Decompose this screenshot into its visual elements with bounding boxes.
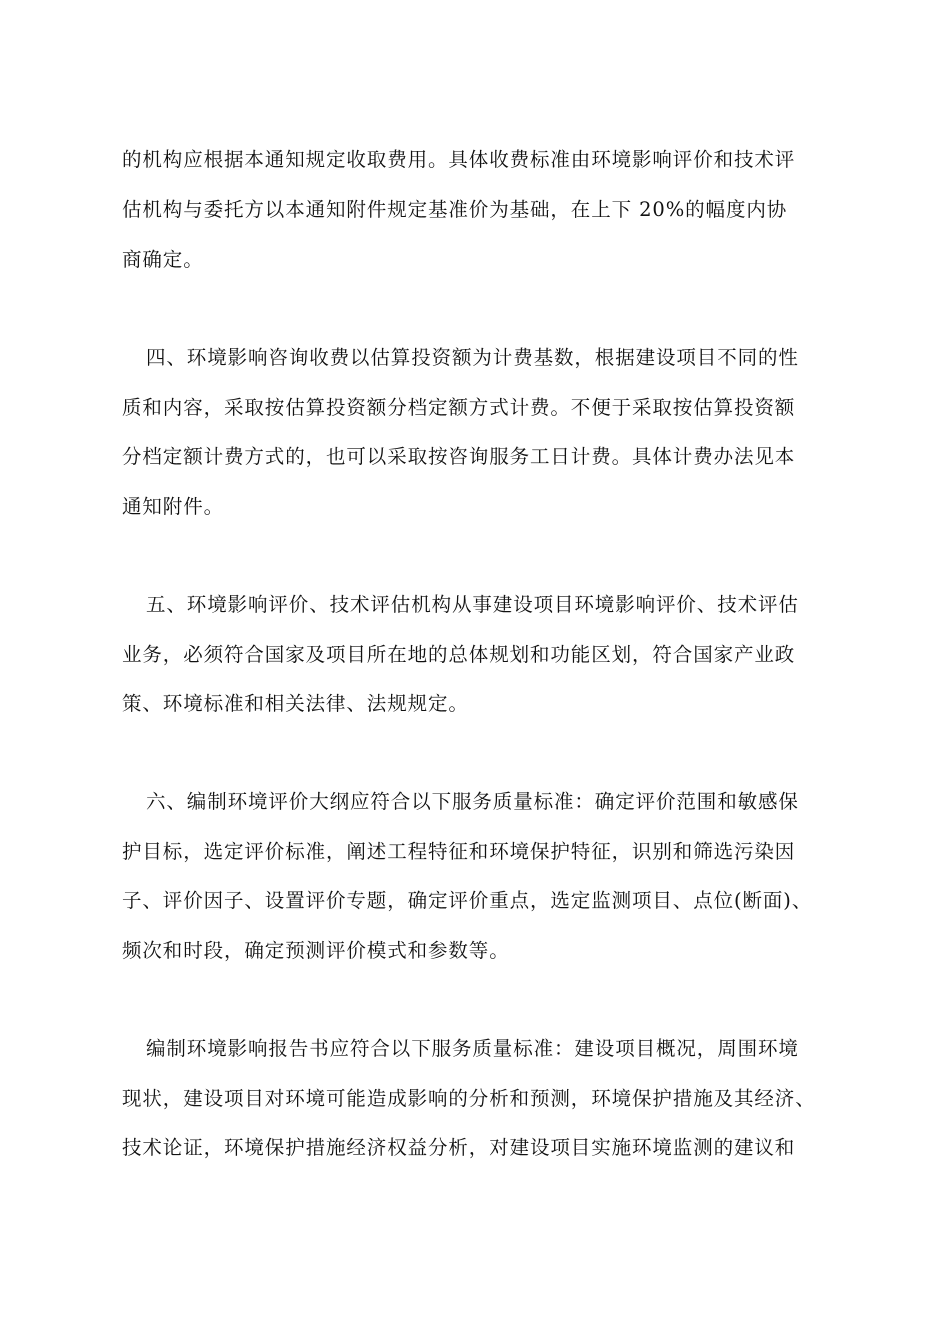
- section-5-line: 五、环境影响评价、技术评估机构从事建设项目环境影响评价、技术评估: [146, 593, 799, 616]
- paragraph-line: 估机构与委托方以本通知附件规定基准价为基础，在上下 20%的幅度内协: [122, 198, 788, 221]
- report-standard-line: 技术论证，环境保护措施经济权益分析，对建设项目实施环境监测的建议和: [122, 1136, 796, 1159]
- section-6-line: 六、编制环境评价大纲应符合以下服务质量标准：确定评价范围和敏感保: [146, 790, 799, 813]
- section-6-line: 子、评价因子、设置评价专题，确定评价重点，选定监测项目、点位(断面)、: [122, 889, 813, 912]
- paragraph-line: 商确定。: [122, 248, 204, 271]
- section-6-line: 护目标，选定评价标准，阐述工程特征和环境保护特征，识别和筛选污染因: [122, 840, 796, 863]
- section-4-line: 分档定额计费方式的，也可以采取按咨询服务工日计费。具体计费办法见本: [122, 445, 796, 468]
- section-4-line: 质和内容，采取按估算投资额分档定额方式计费。不便于采取按估算投资额: [122, 396, 796, 419]
- section-4-line: 四、环境影响咨询收费以估算投资额为计费基数，根据建设项目不同的性: [146, 346, 799, 369]
- section-5-line: 策、环境标准和相关法律、法规规定。: [122, 692, 469, 715]
- section-4-line: 通知附件。: [122, 495, 225, 518]
- section-5-line: 业务，必须符合国家及项目所在地的总体规划和功能区划，符合国家产业政: [122, 643, 796, 666]
- section-6-line: 频次和时段，确定预测评价模式和参数等。: [122, 939, 510, 962]
- report-standard-line: 现状，建设项目对环境可能造成影响的分析和预测，环境保护措施及其经济、: [122, 1087, 816, 1110]
- report-standard-line: 编制环境影响报告书应符合以下服务质量标准：建设项目概况，周围环境: [146, 1037, 799, 1060]
- paragraph-line: 的机构应根据本通知规定收取费用。具体收费标准由环境影响评价和技术评: [122, 148, 796, 171]
